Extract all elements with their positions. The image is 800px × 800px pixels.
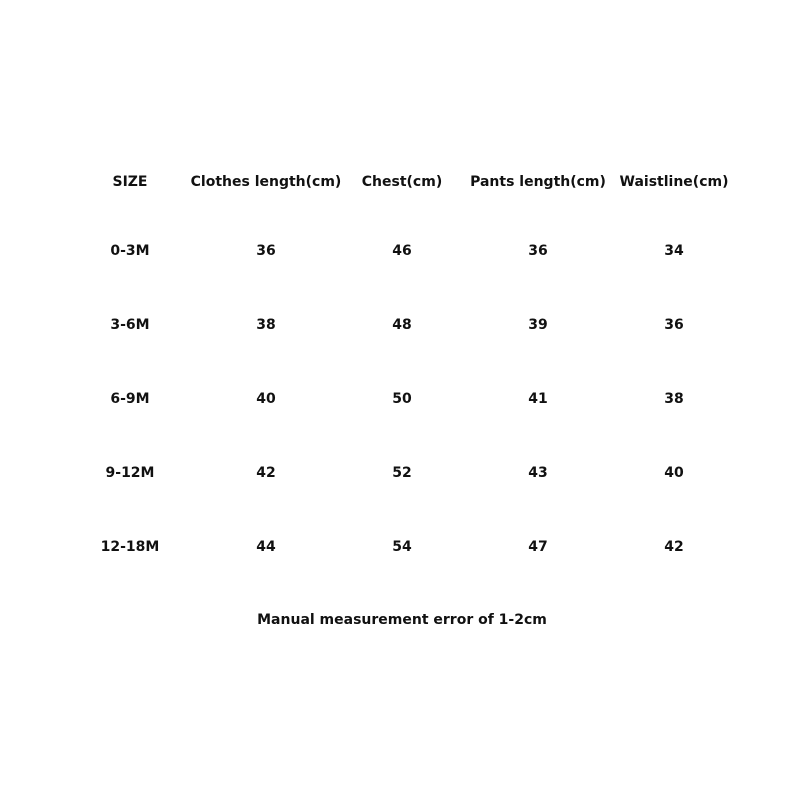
table-cell: 54 bbox=[392, 539, 412, 555]
table-cell: 40 bbox=[664, 465, 684, 481]
header-size: SIZE bbox=[112, 174, 148, 190]
table-cell: 48 bbox=[392, 317, 412, 333]
table-cell: 42 bbox=[664, 539, 684, 555]
table-cell: 0-3M bbox=[110, 243, 150, 259]
table-cell: 12-18M bbox=[100, 539, 160, 555]
header-pants-length: Pants length(cm) bbox=[470, 174, 606, 190]
table-cell: 36 bbox=[664, 317, 684, 333]
table-cell: 6-9M bbox=[110, 391, 150, 407]
table-cell: 46 bbox=[392, 243, 412, 259]
table-cell: 36 bbox=[528, 243, 548, 259]
header-chest: Chest(cm) bbox=[361, 174, 443, 190]
table-cell: 52 bbox=[392, 465, 412, 481]
table-cell: 39 bbox=[528, 317, 548, 333]
header-waistline: Waistline(cm) bbox=[619, 174, 729, 190]
table-cell: 44 bbox=[256, 539, 276, 555]
table-cell: 34 bbox=[664, 243, 684, 259]
table-cell: 50 bbox=[392, 391, 412, 407]
table-cell: 47 bbox=[528, 539, 548, 555]
table-cell: 3-6M bbox=[110, 317, 150, 333]
header-clothes-length: Clothes length(cm) bbox=[190, 174, 342, 190]
table-cell: 43 bbox=[528, 465, 548, 481]
table-cell: 42 bbox=[256, 465, 276, 481]
table-cell: 38 bbox=[664, 391, 684, 407]
measurement-note: Manual measurement error of 1-2cm bbox=[257, 612, 547, 628]
table-cell: 40 bbox=[256, 391, 276, 407]
table-cell: 41 bbox=[528, 391, 548, 407]
table-cell: 38 bbox=[256, 317, 276, 333]
table-cell: 9-12M bbox=[105, 465, 155, 481]
table-cell: 36 bbox=[256, 243, 276, 259]
